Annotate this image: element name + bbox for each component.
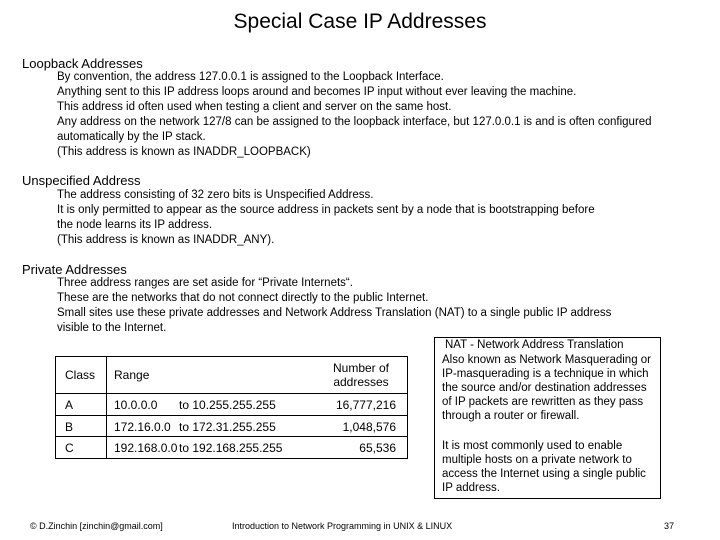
nat-heading: NAT - Network Address Translation (445, 339, 624, 351)
nat-line: multiple hosts on a private network to (442, 454, 632, 466)
table-divider (56, 415, 407, 416)
table-cell-class: B (65, 420, 74, 434)
private-line: Small sites use these private addresses and Network Address Translation (NAT) to a single public IP address (57, 307, 612, 319)
table-header-class: Class (65, 368, 96, 382)
unspecified-heading: Unspecified Address (22, 173, 141, 188)
nat-line: through a router or firewall. (442, 410, 580, 422)
private-line: visible to the Internet. (57, 322, 167, 334)
page-number: 37 (664, 521, 675, 531)
table-header-range: Range (114, 368, 150, 382)
loopback-line: automatically by the IP stack. (57, 131, 206, 143)
table-cell-class: A (65, 398, 74, 412)
private-heading: Private Addresses (22, 262, 127, 277)
table-cell-range-end: to 172.31.255.255 (179, 420, 276, 434)
loopback-line: By convention, the address 127.0.0.1 is assigned to the Loopback Interface. (57, 71, 444, 83)
table-header-count: Number of (332, 361, 390, 375)
loopback-text (57, 70, 652, 160)
table-header-count: addresses (333, 375, 389, 389)
table-cell-range-start: 192.168.0.0 (114, 441, 178, 455)
private-line: These are the networks that do not connect directly to the public Internet. (57, 292, 429, 304)
unspecified-line: The address consisting of 32 zero bits is Unspecified Address. (57, 189, 374, 201)
table-cell-range-start: 10.0.0.0 (114, 398, 158, 412)
nat-line: the source and/or destination addresses (442, 382, 647, 394)
footer-course: Introduction to Network Programming in UNIX & LINUX (232, 521, 453, 531)
nat-line: access the Internet using a single public (442, 468, 646, 480)
table-cell-count: 65,536 (359, 441, 396, 455)
unspecified-line: It is only permitted to appear as the source address in packets sent by a node that is bootstrapping before (57, 204, 595, 216)
page-title: Special Case IP Addresses (233, 10, 487, 33)
table-cell-range-start: 172.16.0.0 (114, 420, 171, 434)
private-text (57, 276, 611, 336)
unspecified-text (57, 188, 595, 248)
loopback-heading: Loopback Addresses (22, 56, 143, 71)
table-divider (56, 393, 407, 394)
loopback-line: (This address is known as INADDR_LOOPBACK) (57, 146, 311, 158)
unspecified-line: the node learns its IP address. (57, 219, 213, 231)
table-cell-range-end: to 192.168.255.255 (179, 441, 283, 455)
nat-line: IP-masquerading is a technique in which (442, 368, 649, 380)
nat-line: of IP packets are rewritten as they pass (442, 396, 644, 408)
loopback-line: Any address on the network 127/8 can be assigned to the loopback interface, but 127.0.0.1 is and is often configured (57, 116, 652, 128)
loopback-line: This address id often used when testing a client and server on the same host. (57, 101, 452, 113)
table-divider (106, 357, 107, 458)
loopback-line: Anything sent to this IP address loops around and becomes IP input without ever leaving the machine. (57, 86, 577, 98)
unspecified-line: (This address is known as INADDR_ANY). (57, 234, 275, 246)
nat-line: Also known as Network Masquerading or (442, 354, 652, 366)
table-cell-count: 1,048,576 (342, 420, 396, 434)
footer-author: © D.Zinchin [zinchin@gmail.com] (30, 521, 163, 531)
table-cell-class: C (65, 441, 74, 455)
table-cell-count: 16,777,216 (335, 398, 396, 412)
table-divider (56, 436, 407, 437)
nat-line: IP address. (442, 482, 500, 494)
nat-info-box (434, 337, 661, 499)
table-cell-range-end: to 10.255.255.255 (179, 398, 276, 412)
private-ranges-table (55, 356, 408, 459)
nat-line: It is most commonly used to enable (442, 440, 623, 452)
private-line: Three address ranges are set aside for “Private Internets“. (57, 277, 353, 289)
